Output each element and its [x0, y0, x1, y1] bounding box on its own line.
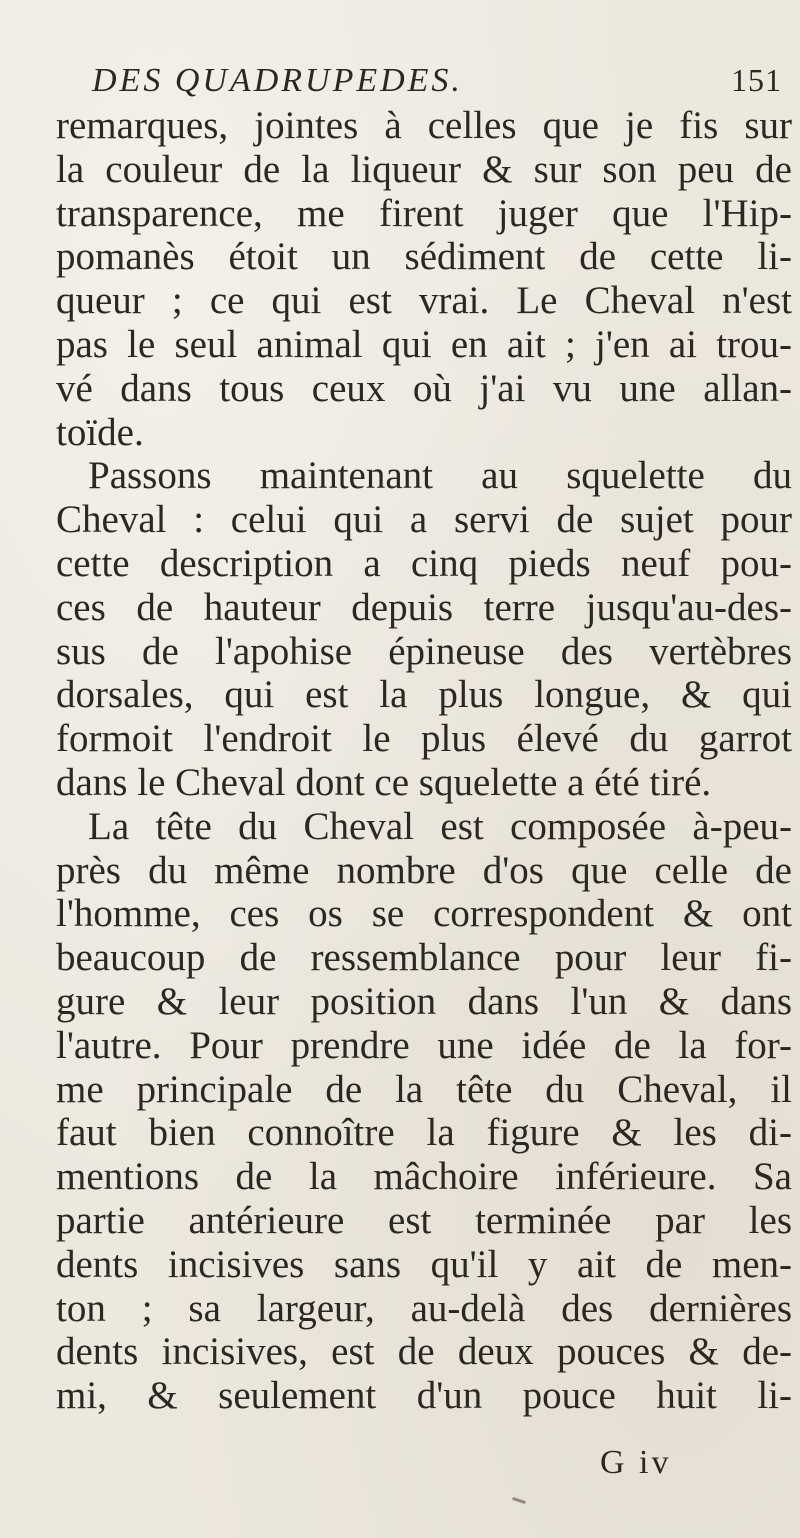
text-line: Passons maintenant au squelette du — [88, 454, 792, 498]
signature-mark: G iv — [600, 1444, 672, 1481]
page-number: 151 — [731, 62, 782, 98]
text-line: gure & leur position dans l'un & dans — [56, 979, 792, 1023]
text-line: pas le seul animal qui en ait ; j'en ai trou- — [56, 322, 792, 366]
running-title: DES QUADRUPEDES. — [92, 62, 463, 99]
body-text — [56, 104, 792, 1418]
text-line: mi, & seulement d'un pouce huit li- — [56, 1374, 792, 1418]
text-line: beaucoup de ressemblance pour leur fi- — [56, 936, 792, 980]
text-line: transparence, me firent juger que l'Hip- — [56, 191, 792, 235]
text-line: remarques, jointes à celles que je fis sur — [56, 104, 792, 147]
ink-mark — [512, 1497, 526, 1504]
text-line: dorsales, qui est la plus longue, & qui — [56, 673, 792, 717]
text-line: près du même nombre d'os que celle de — [56, 848, 792, 892]
text-line: Cheval : celui qui a servi de sujet pour — [56, 498, 792, 542]
text-line: queur ; ce qui est vrai. Le Cheval n'est — [56, 279, 792, 323]
text-line: mentions de la mâchoire inférieure. Sa — [56, 1155, 792, 1199]
text-line: formoit l'endroit le plus élevé du garrot — [56, 717, 792, 761]
text-line: partie antérieure est terminée par les — [56, 1198, 792, 1242]
text-line: l'homme, ces os se correspondent & ont — [56, 892, 792, 936]
text-line: cette description a cinq pieds neuf pou- — [56, 541, 792, 585]
text-line: sus de l'apohise épineuse des vertèbres — [56, 629, 792, 673]
text-line: l'autre. Pour prendre une idée de la for- — [56, 1023, 792, 1067]
text-line: La tête du Cheval est composée à-peu- — [88, 804, 792, 848]
text-line: dans le Cheval dont ce squelette a été tiré. — [56, 760, 712, 804]
text-line: la couleur de la liqueur & sur son peu de — [56, 147, 792, 191]
text-line: toïde. — [56, 410, 144, 454]
text-line: ton ; sa largeur, au-delà des dernières — [56, 1286, 792, 1330]
text-line: pomanès étoit un sédiment de cette li- — [56, 235, 792, 279]
text-line: vé dans tous ceux où j'ai vu une allan- — [56, 366, 792, 410]
text-line: faut bien connoître la figure & les di- — [56, 1111, 792, 1155]
running-header — [92, 62, 782, 102]
text-line: ces de hauteur depuis terre jusqu'au-des- — [56, 585, 792, 629]
text-line: dents incisives, est de deux pouces & de- — [56, 1330, 792, 1374]
text-line: dents incisives sans qu'il y ait de men- — [56, 1242, 792, 1286]
text-line: me principale de la tête du Cheval, il — [56, 1067, 792, 1111]
